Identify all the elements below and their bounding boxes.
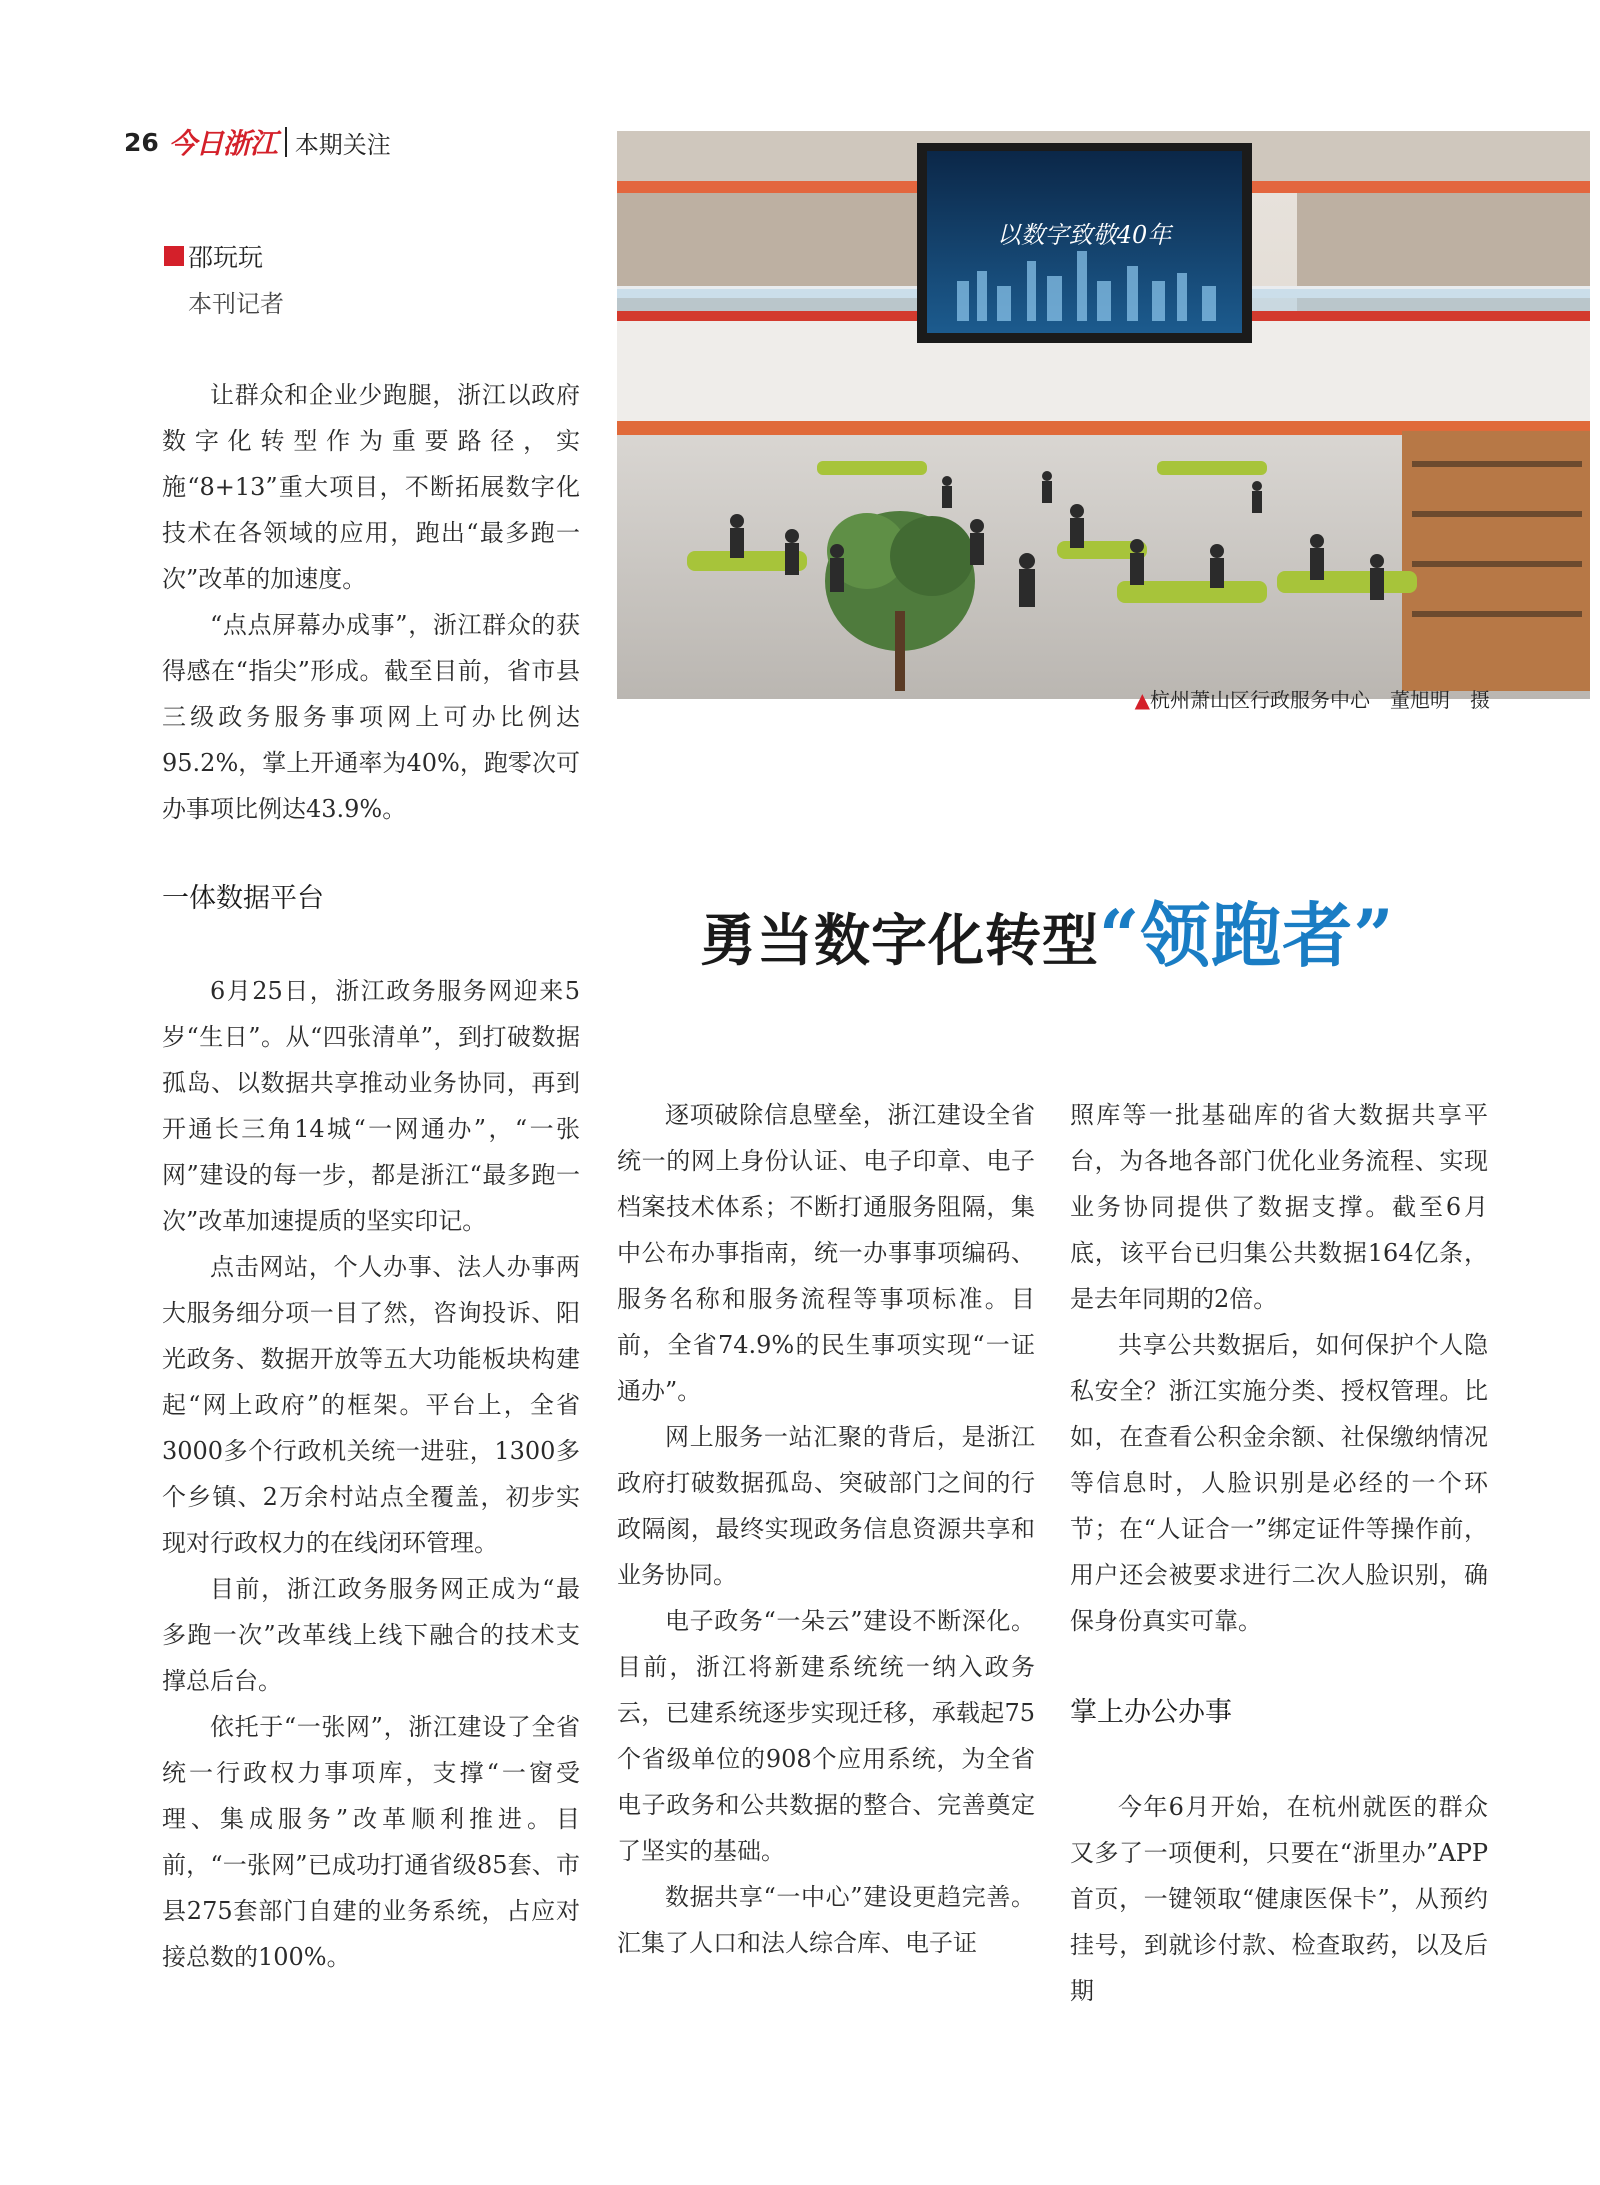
section-title: 本期关注 bbox=[294, 130, 391, 159]
magazine-logo: 今日浙江 bbox=[168, 127, 277, 160]
column-3-heading-wrap bbox=[1070, 1690, 1488, 1736]
paragraph: 6月25日，浙江政务服务网迎来5岁“生日”。从“四张清单”，到打破数据孤岛、以数据共享推动业务协同，再到开通长三角14城“一网通办”，“一张网”建设的每一步，都是浙江“最多跑一次”改革加速提质的坚实印记。 bbox=[162, 977, 580, 1235]
headline-main: 勇当数字化转型 bbox=[700, 908, 1099, 974]
paragraph: “点点屏幕办成事”，浙江群众的获得感在“指尖”形成。截至目前，省市县三级政务服务事项网上可办比例达95.2%，掌上开通率为40%，跑零次可办事项比例达43.9%。 bbox=[162, 611, 580, 823]
page-number: 26 bbox=[124, 127, 159, 157]
paragraph: 今年6月开始，在杭州就医的群众又多了一项便利，只要在“浙里办”APP首页，一键领取“健康医保卡”，从预约挂号，到就诊付款、检查取药，以及后期 bbox=[1070, 1793, 1488, 2005]
screen-caption: 以数字致敬40年 bbox=[996, 221, 1172, 249]
paragraph: 共享公共数据后，如何保护个人隐私安全？浙江实施分类、授权管理。比如，在查看公积金余额、社保缴纳情况等信息时，人脸识别是必经的一个环节；在“人证合一”绑定证件等操作前，用户还会被要求进行二次人脸识别，确保身份真实可靠。 bbox=[1070, 1331, 1488, 1635]
triangle-marker-icon: ▲ bbox=[1134, 688, 1150, 712]
paragraph-continuation: 照库等一批基础库的省大数据共享平台，为各地各部门优化业务流程、实现业务协同提供了数据支撑。截至6月底，该平台已归集公共数据164亿条，是去年同期的2倍。 bbox=[1070, 1101, 1488, 1313]
headline-highlight: “领跑者” bbox=[1099, 894, 1395, 977]
paragraph: 依托于“一张网”，浙江建设了全省统一行政权力事项库，支撑“一窗受理、集成服务”改革顺利推进。目前，“一张网”已成功打通省级85套、市县275套部门自建的业务系统，占应对接总数的100%。 bbox=[162, 1713, 580, 1971]
headline bbox=[700, 880, 1395, 981]
column-1-body bbox=[162, 968, 580, 1980]
column-2-body bbox=[617, 1092, 1035, 1966]
author-role: 本刊记者 bbox=[188, 290, 284, 318]
subheading: 一体数据平台 bbox=[162, 883, 324, 914]
page-header bbox=[124, 122, 391, 162]
paragraph: 电子政务“一朵云”建设不断深化。目前，浙江将新建系统统一纳入政务云，已建系统逐步实现迁移，承载起75个省级单位的908个应用系统，为全省电子政务和公共数据的整合、完善奠定了坚实的基础。 bbox=[617, 1607, 1035, 1865]
column-1-heading-wrap bbox=[162, 876, 580, 922]
column-1-intro bbox=[162, 372, 580, 832]
paragraph: 数据共享“一中心”建设更趋完善。汇集了人口和法人综合库、电子证 bbox=[617, 1883, 1035, 1957]
caption-text: 杭州萧山区行政服务中心 董旭明 摄 bbox=[1150, 688, 1490, 712]
paragraph: 让群众和企业少跑腿，浙江以政府数字化转型作为重要路径，实施“8+13”重大项目，不断拓展数字化技术在各领域的应用，跑出“最多跑一次”改革的加速度。 bbox=[162, 381, 580, 593]
paragraph: 点击网站，个人办事、法人办事两大服务细分项一目了然，咨询投诉、阳光政务、数据开放等五大功能板块构建起“网上政府”的框架。平台上，全省3000多个行政机关统一进驻，1300多个乡镇、2万余村站点全覆盖，初步实现对行政权力的在线闭环管理。 bbox=[162, 1253, 580, 1557]
photo-caption bbox=[1135, 684, 1490, 713]
author-name: 邵玩玩 bbox=[188, 243, 264, 272]
column-3-body bbox=[1070, 1092, 1488, 1644]
paragraph: 逐项破除信息壁垒，浙江建设全省统一的网上身份认证、电子印章、电子档案技术体系；不断打通服务阻隔，集中公布办事指南，统一办事事项编码、服务名称和服务流程等事项标准。目前，全省74.9%的民生事项实现“一证通办”。 bbox=[617, 1101, 1035, 1405]
paragraph: 目前，浙江政务服务网正成为“最多跑一次”改革线上线下融合的技术支撑总后台。 bbox=[162, 1575, 580, 1695]
column-3-body-2 bbox=[1070, 1784, 1488, 2014]
byline bbox=[164, 238, 284, 319]
article-photo bbox=[617, 131, 1590, 709]
header-divider bbox=[285, 127, 287, 157]
paragraph: 网上服务一站汇聚的背后，是浙江政府打破数据孤岛、突破部门之间的行政隔阂，最终实现政务信息资源共享和业务协同。 bbox=[617, 1423, 1035, 1589]
subheading: 掌上办公办事 bbox=[1070, 1697, 1232, 1728]
red-square-icon bbox=[164, 246, 184, 266]
